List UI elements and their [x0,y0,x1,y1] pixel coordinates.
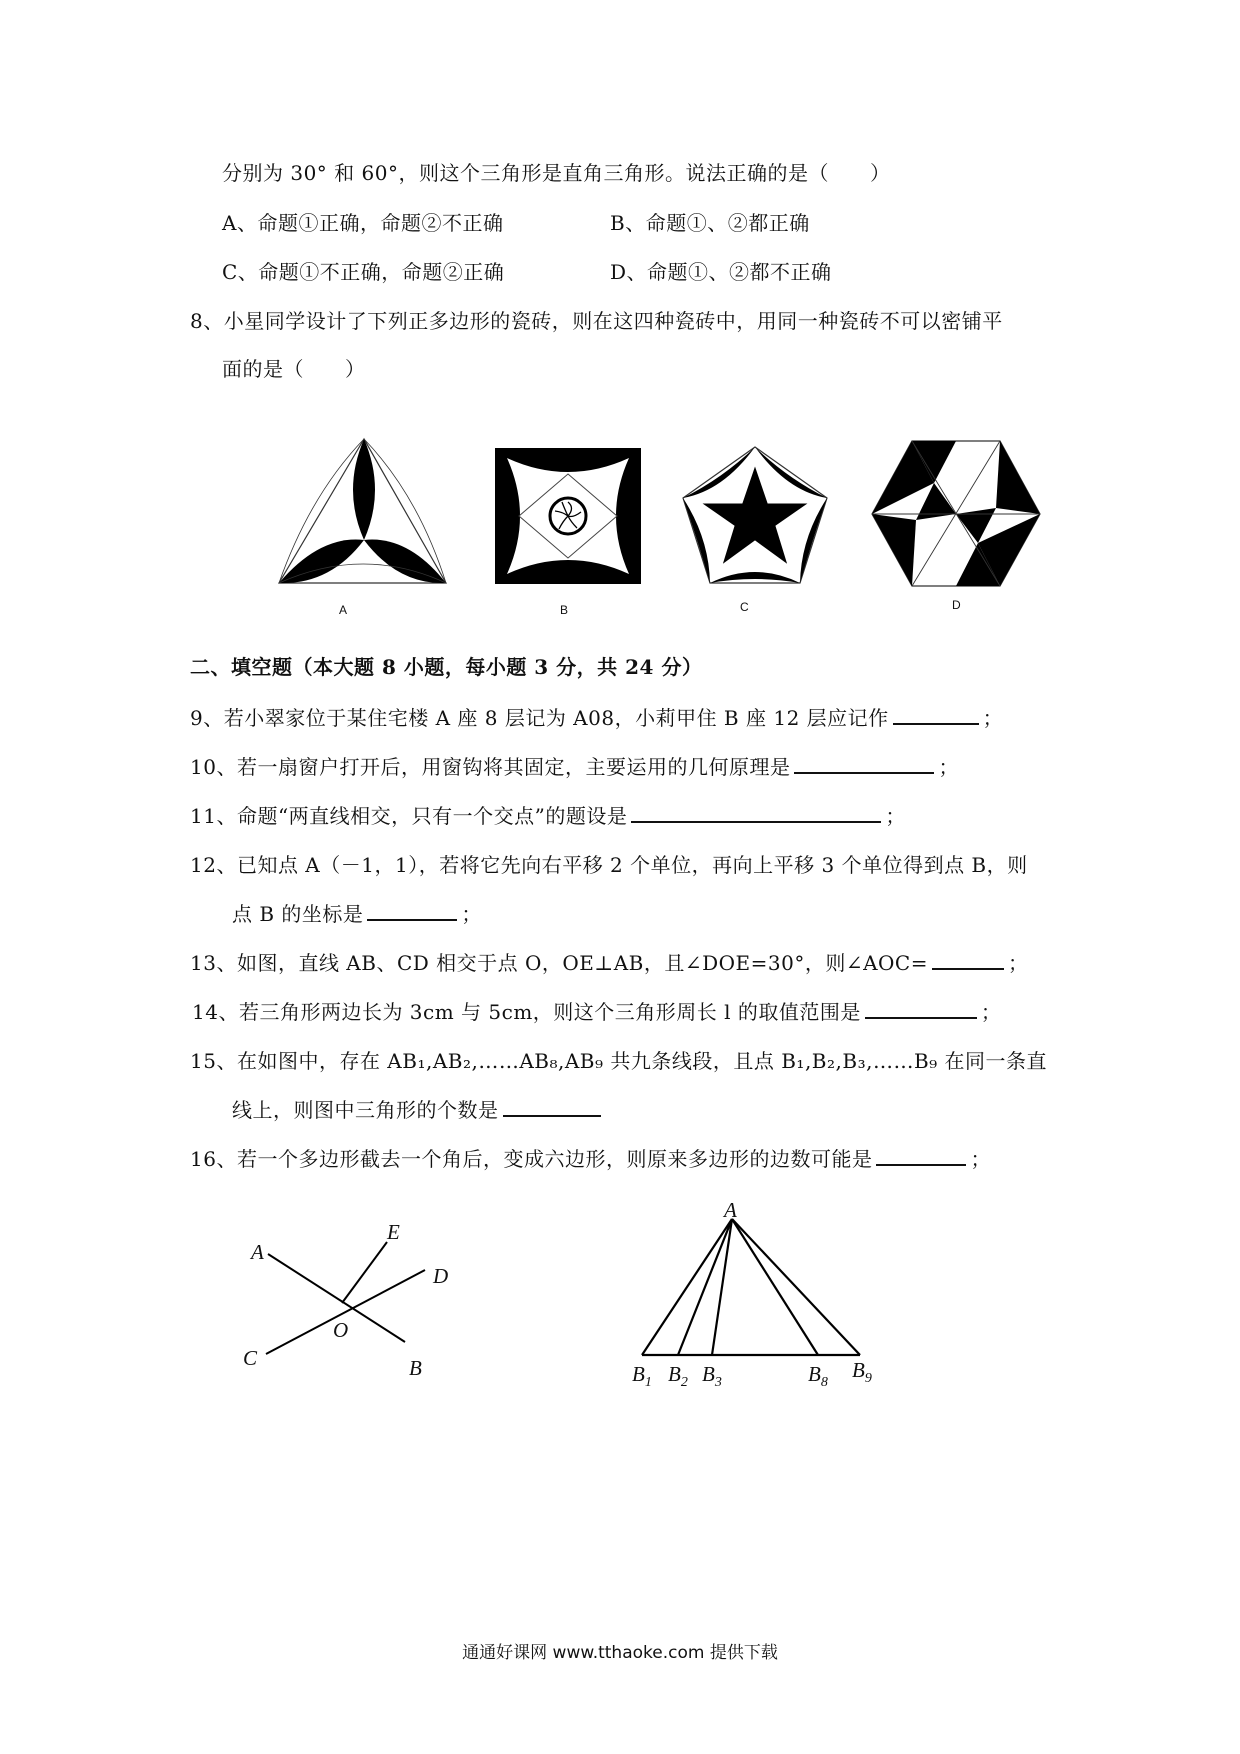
q12-end: ； [461,902,482,926]
fig2-label-b8: $B_8$ [808,1362,828,1390]
fig2-label-b2: $B_2$ [668,1362,688,1390]
q10-text: 10、若一扇窗户打开后，用窗钩将其固定，主要运用的几何原理是 [190,755,791,779]
fig1-label-o: O [333,1318,349,1342]
q10 [190,754,959,780]
fig1-label-e: E [387,1220,400,1244]
tile-d-label: D [952,598,961,612]
fig1-label-c: C [243,1346,258,1370]
fig2-label-b3: $B_3$ [702,1362,722,1390]
q8-line2: 面的是（ ） [222,357,366,381]
q9-text: 9、若小翠家位于某住宅楼 A 座 8 层记为 A08，小莉甲住 B 座 12 层应记作 [190,706,889,730]
tile-b-figure [493,446,643,586]
q14-text: 14、若三角形两边长为 3cm 与 5cm，则这个三角形周长 l 的取值范围是 [192,1000,861,1024]
page-footer: 通通好课网 www.tthaoke.com 提供下载 [462,1643,778,1663]
q14 [192,999,1001,1025]
tile-b-label: B [560,603,569,617]
tile-d-figure [868,438,1043,590]
q12-text: 点 B 的坐标是 [232,902,364,926]
q7-option-b: B、命题①、②都正确 [610,211,810,235]
q13-answer-blank[interactable] [932,950,1004,970]
q13 [190,950,1029,976]
q14-end: ； [980,1000,1002,1024]
q9-end: ； [982,706,1004,730]
fig1-label-d: D [433,1264,449,1288]
q16-end: ； [970,1147,991,1171]
q13-end: ； [1008,951,1029,975]
q10-answer-blank[interactable] [794,754,934,774]
q16-text: 16、若一个多边形截去一个角后，变成六边形，则原来多边形的边数可能是 [190,1147,873,1171]
q11-answer-blank[interactable] [631,803,881,823]
q12-answer-blank[interactable] [367,901,457,921]
q11-end: ； [885,804,906,828]
q14-answer-blank[interactable] [865,999,977,1019]
tile-a-label: A [339,603,348,617]
fig2-label-b9: $B_9$ [852,1358,872,1386]
q15-answer-blank[interactable] [503,1097,601,1117]
fig2-label-b1: $B_1$ [632,1362,652,1390]
q13-text: 13、如图，直线 AB、CD 相交于点 O，OE⊥AB，且∠DOE=30°，则∠AOC= [190,951,928,975]
tile-a-figure [270,435,460,590]
section-2-title: 二、填空题（本大题 8 小题，每小题 3 分，共 24 分） [190,655,703,679]
q15-triangle-figure [630,1215,870,1365]
q10-end: ； [938,755,959,779]
fig2-label-a: A [724,1198,737,1222]
q8-line1: 8、小星同学设计了下列正多边形的瓷砖，则在这四种瓷砖中，用同一种瓷砖不可以密铺平 [190,309,1003,333]
q16-answer-blank[interactable] [876,1146,966,1166]
fig1-label-a: A [251,1240,264,1264]
q7-option-a: A、命题①正确，命题②不正确 [222,211,504,235]
q12-line1: 12、已知点 A（－1，1），若将它先向右平移 2 个单位，再向上平移 3 个单位得到点 B，则 [190,853,1028,877]
q7-continuation: 分别为 30° 和 60°，则这个三角形是直角三角形。说法正确的是（ ） [222,161,891,185]
q9 [190,705,1003,731]
q7-option-c: C、命题①不正确，命题②正确 [222,260,505,284]
tile-c-label: C [740,600,749,614]
q9-answer-blank[interactable] [893,705,979,725]
q15-line1: 15、在如图中，存在 AB₁,AB₂,……AB₈,AB₉ 共九条线段，且点 B₁,B₂,B₃,……B₉ 在同一条直 [190,1049,1048,1073]
fig1-label-b: B [409,1356,422,1380]
tile-c-figure [675,443,835,593]
q15-line2 [232,1097,605,1123]
q16 [190,1146,991,1172]
q11-text: 11、命题“两直线相交，只有一个交点”的题设是 [190,804,628,828]
q11 [190,803,906,829]
q12-line2 [232,901,482,927]
q15-text: 线上，则图中三角形的个数是 [232,1098,499,1122]
q7-option-d: D、命题①、②都不正确 [610,260,832,284]
